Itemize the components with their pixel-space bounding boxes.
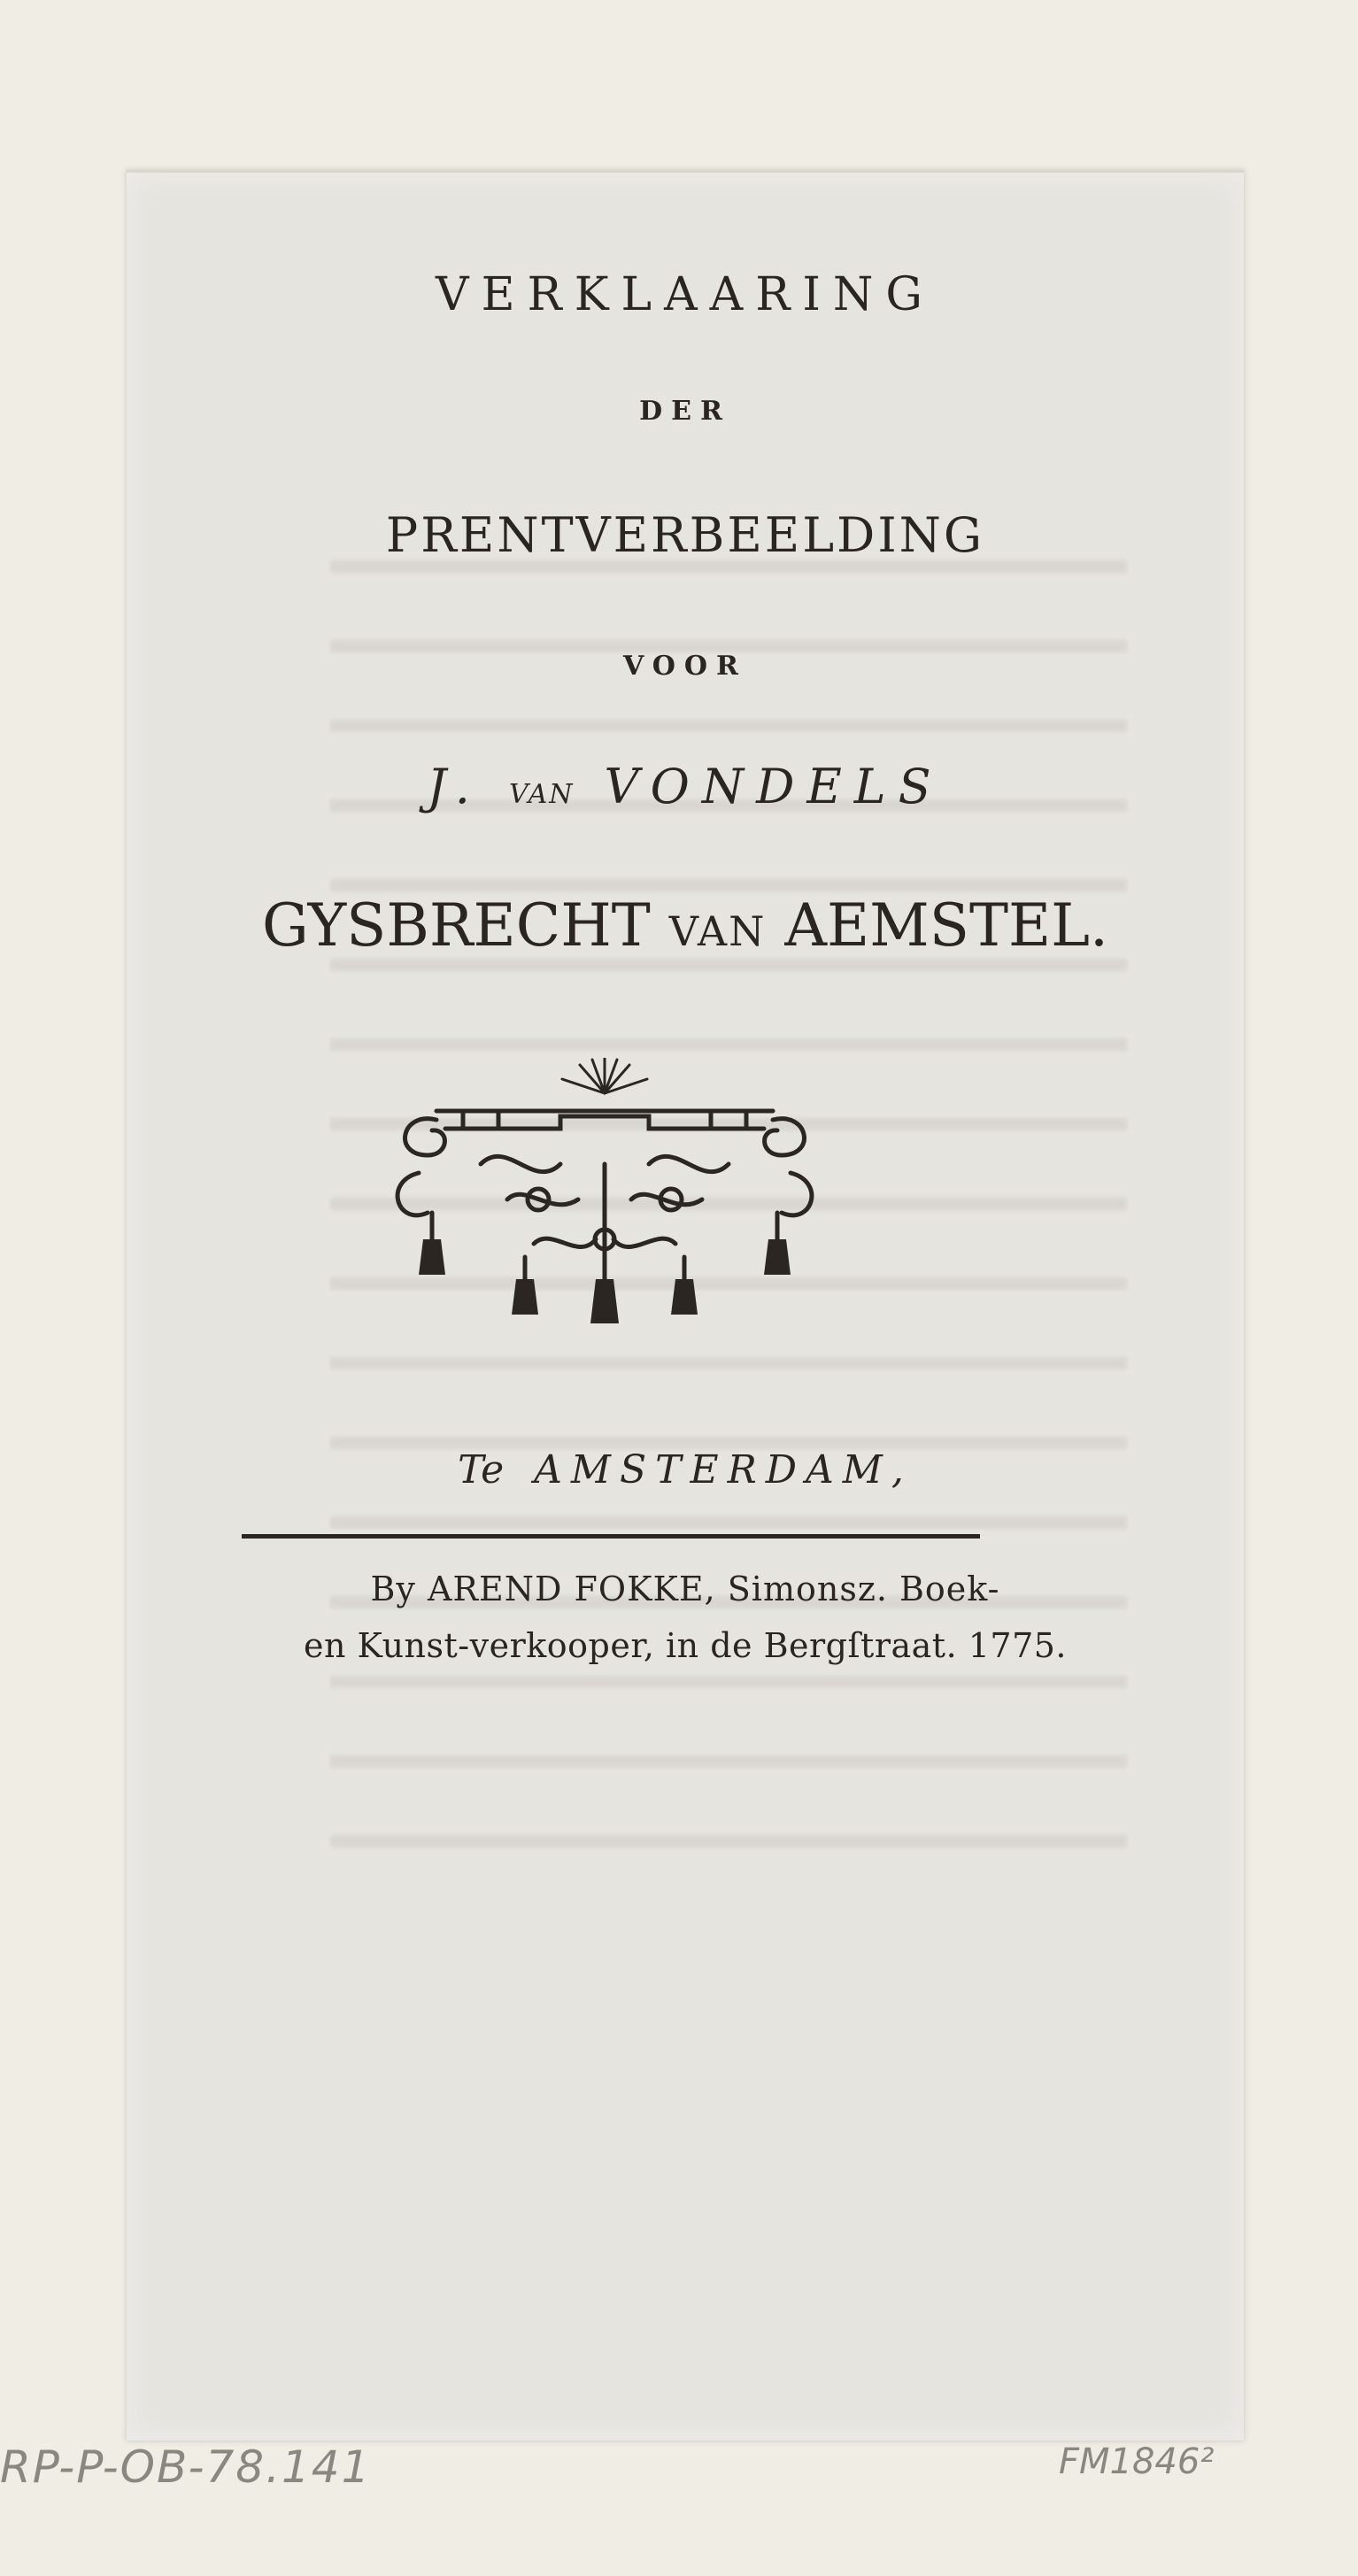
title-line-verklaaring: VERKLAARING [436,268,935,321]
author-initial: J. [427,759,482,814]
imprint-line-2: en Kunst-verkooper, in de Bergſtraat. 1775. [303,1626,1068,1665]
work-name-first: GYSBRECHT [262,891,651,960]
work-name-particle: VAN [668,907,767,955]
title-line-der: DER [639,396,731,427]
imprint-line-1: By AREND FOKKE, Simonsz. Boek- [370,1570,1000,1608]
catalogue-number: FM1846² [1059,2441,1215,2482]
work-name-last: AEMSTEL. [784,891,1108,960]
title-page-sheet [127,170,1244,2441]
place-city: AMSTERDAM, [534,1447,913,1492]
imprint-place [127,1447,1244,1492]
author-name: VONDELS [604,759,944,814]
title-line-prentverbeelding: PRENTVERBEELDING [385,507,985,563]
inventory-number: RP-P-OB-78.141 [0,2441,372,2493]
place-te: Te [458,1447,505,1492]
imprint-rule [242,1534,980,1539]
author-particle: VAN [508,779,575,810]
title-line-work [127,891,1244,960]
title-line-author [127,759,1244,814]
title-line-voor: VOOR [623,651,747,682]
printers-ornament-icon [383,1058,826,1350]
